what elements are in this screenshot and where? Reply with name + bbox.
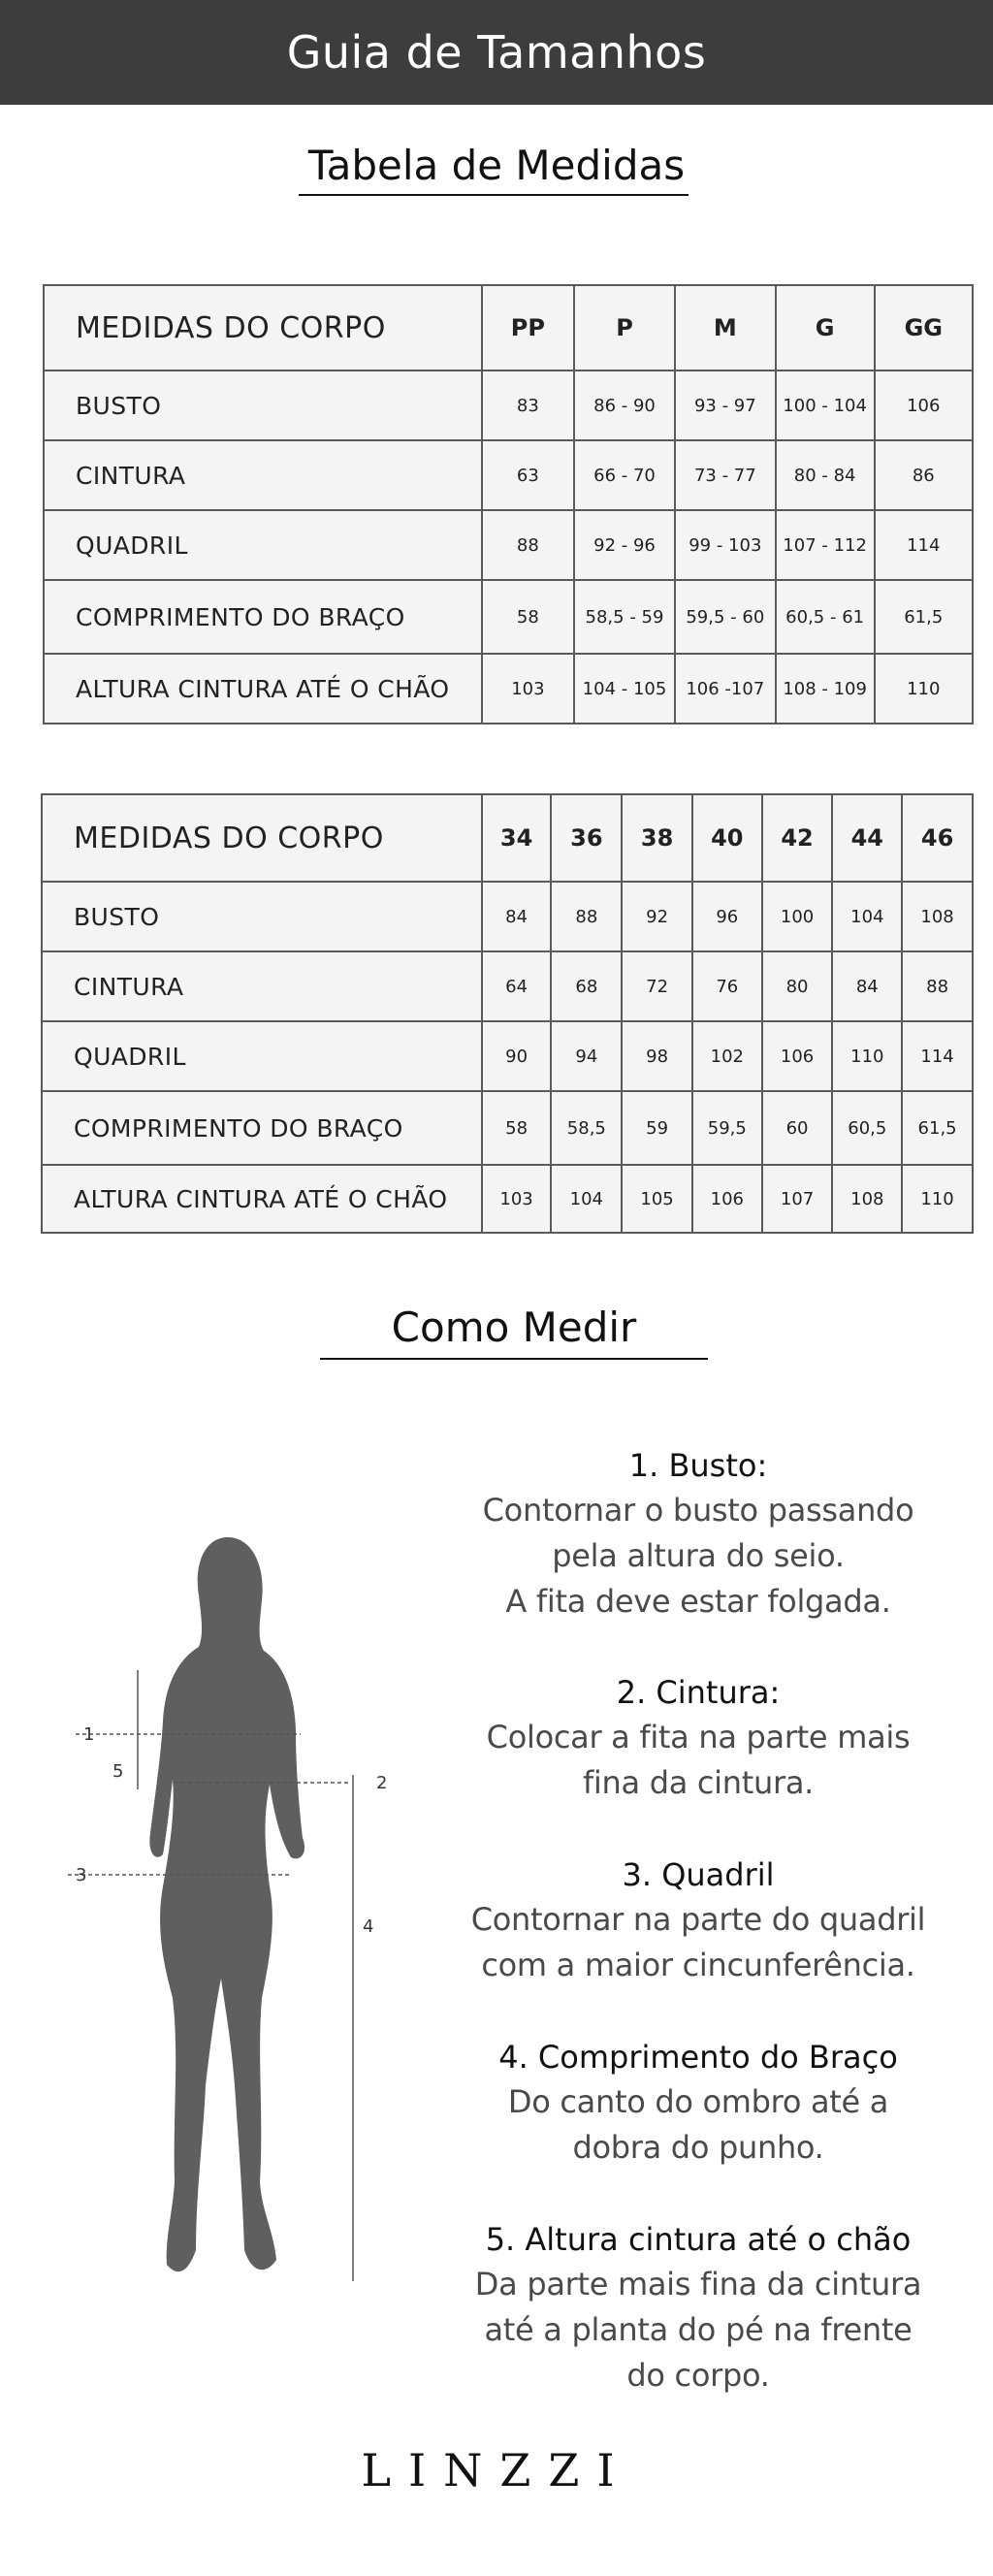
table-cell: 90 (482, 1021, 552, 1091)
table-cell: 88 (482, 510, 574, 580)
table-cell: 108 (832, 1165, 902, 1233)
table-cell: 83 (482, 370, 574, 440)
table-cell: 68 (551, 951, 622, 1021)
table-cell: 103 (482, 654, 574, 724)
size-header: GG (875, 285, 973, 370)
row-label: COMPRIMENTO DO BRAÇO (42, 1091, 482, 1165)
table-cell: 60 (762, 1091, 833, 1165)
row-label: ALTURA CINTURA ATÉ O CHÃO (44, 654, 482, 724)
table-row (42, 882, 973, 951)
marker-2: 2 (376, 1773, 388, 1793)
table-cell: 110 (902, 1165, 973, 1233)
table-cell: 80 (762, 951, 833, 1021)
table-cell: 86 (875, 440, 973, 510)
instruction-title: 1. Busto: (628, 1447, 768, 1484)
table-cell: 108 - 109 (776, 654, 875, 724)
table-cell: 92 (622, 882, 692, 951)
table-cell: 76 (692, 951, 762, 1021)
table-cell: 58,5 - 59 (574, 580, 675, 654)
size-header: 46 (902, 794, 973, 882)
table-cell: 110 (875, 654, 973, 724)
page-title: Guia de Tamanhos (286, 26, 707, 79)
row-label: QUADRIL (42, 1021, 482, 1091)
table-row (44, 510, 973, 580)
table-cell: 72 (622, 951, 692, 1021)
table-cell: 106 (692, 1165, 762, 1233)
instruction-title: 2. Cintura: (616, 1674, 781, 1711)
table-row (42, 1091, 973, 1165)
table-cell: 58,5 (551, 1091, 622, 1165)
table-cell: 58 (482, 580, 574, 654)
brand-logo: LINZZI (361, 2444, 632, 2496)
table-cell: 110 (832, 1021, 902, 1091)
size-header: 40 (692, 794, 762, 882)
table-cell: 80 - 84 (776, 440, 875, 510)
tabela-title: Tabela de Medidas (307, 142, 686, 189)
size-header: 36 (551, 794, 622, 882)
table-cell: 114 (875, 510, 973, 580)
row-label: CINTURA (42, 951, 482, 1021)
table-cell: 105 (622, 1165, 692, 1233)
row-label: BUSTO (42, 882, 482, 951)
table-cell: 66 - 70 (574, 440, 675, 510)
instruction-title: 3. Quadril (622, 1856, 775, 1893)
table-cell: 88 (551, 882, 622, 951)
row-label: CINTURA (44, 440, 482, 510)
table-cell: 84 (482, 882, 552, 951)
instruction-4 (446, 2035, 950, 2171)
instruction-desc: Contornar o busto passando pela altura do seio. A fita deve estar folgada. (482, 1492, 914, 1620)
row-label: QUADRIL (44, 510, 482, 580)
tabela-title-underline (299, 194, 689, 196)
row-label: BUSTO (44, 370, 482, 440)
size-header: 34 (482, 794, 552, 882)
table-cell: 100 - 104 (776, 370, 875, 440)
table-cell: 59 (622, 1091, 692, 1165)
table-cell: 108 (902, 882, 973, 951)
size-header: P (574, 285, 675, 370)
instruction-desc: Do canto do ombro até a dobra do punho. (507, 2083, 889, 2166)
silhouette-figure (58, 1513, 407, 2308)
table-cell: 104 (551, 1165, 622, 1233)
table-cell: 59,5 - 60 (675, 580, 776, 654)
table-cell: 114 (902, 1021, 973, 1091)
marker-4: 4 (363, 1916, 374, 1937)
table-cell: 94 (551, 1021, 622, 1091)
instruction-desc: Colocar a fita na parte mais fina da cintura. (486, 1719, 911, 1801)
table-cell: 104 (832, 882, 902, 951)
table-row (42, 951, 973, 1021)
table-cell: 60,5 - 61 (776, 580, 875, 654)
table-cell: 107 (762, 1165, 833, 1233)
table-header-row (44, 285, 973, 370)
instruction-desc: Da parte mais fina da cintura até a planta do pé na frente do corpo. (474, 2266, 922, 2394)
table-cell: 61,5 (902, 1091, 973, 1165)
size-table-letters (43, 284, 974, 724)
table-cell: 98 (622, 1021, 692, 1091)
table-cell: 86 - 90 (574, 370, 675, 440)
row-label: COMPRIMENTO DO BRAÇO (44, 580, 482, 654)
table-row (44, 370, 973, 440)
header-label: MEDIDAS DO CORPO (44, 285, 482, 370)
marker-3: 3 (76, 1865, 87, 1885)
table-cell: 73 - 77 (675, 440, 776, 510)
table-cell: 103 (482, 1165, 552, 1233)
table-cell: 99 - 103 (675, 510, 776, 580)
table-cell: 60,5 (832, 1091, 902, 1165)
table-cell: 104 - 105 (574, 654, 675, 724)
instruction-1 (446, 1443, 950, 1625)
table-cell: 59,5 (692, 1091, 762, 1165)
instruction-desc: Contornar na parte do quadril com a maior cincunferência. (470, 1901, 926, 1983)
table-cell: 92 - 96 (574, 510, 675, 580)
table-row (42, 1165, 973, 1233)
instruction-5 (446, 2217, 950, 2399)
table-cell: 100 (762, 882, 833, 951)
table-cell: 106 (875, 370, 973, 440)
table-cell: 88 (902, 951, 973, 1021)
como-medir-underline (320, 1358, 708, 1360)
table-header-row (42, 794, 973, 882)
size-header: G (776, 285, 875, 370)
table-cell: 102 (692, 1021, 762, 1091)
table-cell: 58 (482, 1091, 552, 1165)
instruction-title: 4. Comprimento do Braço (498, 2039, 898, 2076)
table-cell: 96 (692, 882, 762, 951)
size-header: 38 (622, 794, 692, 882)
table-row (42, 1021, 973, 1091)
table-cell: 107 - 112 (776, 510, 875, 580)
table-cell: 61,5 (875, 580, 973, 654)
table-cell: 106 (762, 1021, 833, 1091)
size-table-numbers (41, 793, 974, 1234)
size-header: M (675, 285, 776, 370)
size-header: PP (482, 285, 574, 370)
table-row (44, 440, 973, 510)
header-label: MEDIDAS DO CORPO (42, 794, 482, 882)
como-medir-title: Como Medir (391, 1304, 637, 1351)
marker-1: 1 (83, 1724, 95, 1745)
table-cell: 63 (482, 440, 574, 510)
table-row (44, 580, 973, 654)
table-cell: 64 (482, 951, 552, 1021)
instruction-3 (446, 1852, 950, 1988)
page-header (0, 0, 993, 105)
table-cell: 84 (832, 951, 902, 1021)
instruction-2 (446, 1670, 950, 1806)
body-silhouette (149, 1537, 304, 2271)
size-header: 42 (762, 794, 833, 882)
table-cell: 93 - 97 (675, 370, 776, 440)
row-label: ALTURA CINTURA ATÉ O CHÃO (42, 1165, 482, 1233)
marker-5: 5 (112, 1761, 124, 1782)
instruction-title: 5. Altura cintura até o chão (485, 2221, 912, 2258)
table-row (44, 654, 973, 724)
table-cell: 106 -107 (675, 654, 776, 724)
size-header: 44 (832, 794, 902, 882)
